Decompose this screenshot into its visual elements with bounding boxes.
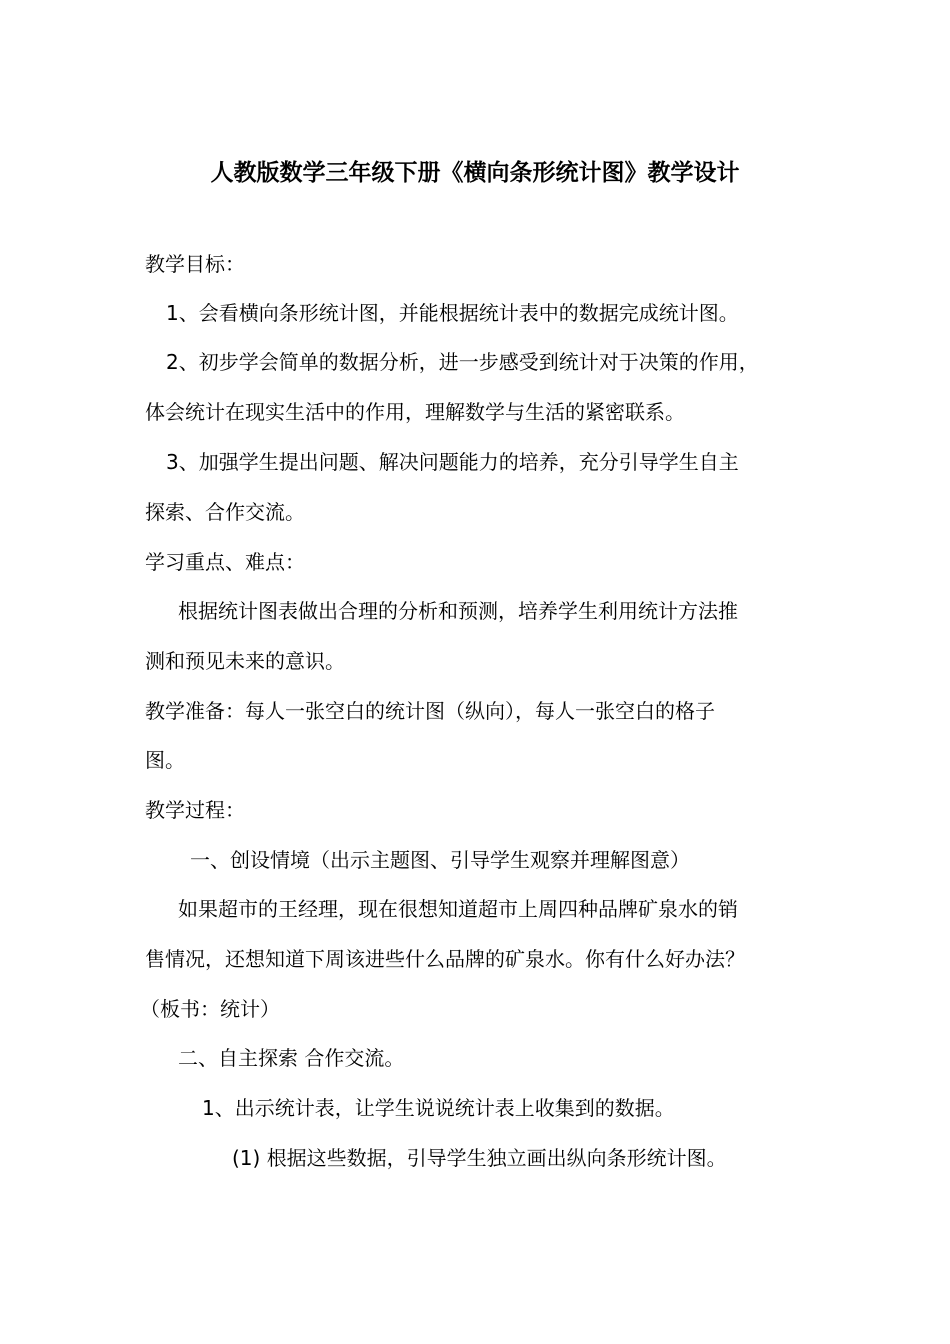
objective-1: 1、会看横向条形统计图，并能根据统计表中的数据完成统计图。: [166, 301, 739, 325]
step-2-item-1-sub-1: (1) 根据这些数据，引导学生独立画出纵向条形统计图。: [232, 1146, 727, 1170]
step-1-paragraph-line-1: 如果超市的王经理，现在很想知道超市上周四种品牌矿泉水的销: [178, 897, 738, 921]
preparation-line-1: 教学准备：每人一张空白的统计图（纵向），每人一张空白的格子: [145, 699, 715, 723]
objective-2-line-2: 体会统计在现实生活中的作用，理解数学与生活的紧密联系。: [145, 400, 685, 424]
keypoints-heading: 学习重点、难点：: [145, 550, 305, 574]
keypoints-line-1: 根据统计图表做出合理的分析和预测，培养学生利用统计方法推: [178, 599, 738, 623]
objective-3-line-2: 探索、合作交流。: [145, 500, 305, 524]
process-heading: 教学过程：: [145, 798, 245, 822]
keypoints-line-2: 测和预见未来的意识。: [145, 649, 345, 673]
objectives-heading: 教学目标：: [145, 252, 245, 276]
objective-2-line-1: 2、初步学会简单的数据分析，进一步感受到统计对于决策的作用，: [166, 350, 759, 374]
objective-3-line-1: 3、加强学生提出问题、解决问题能力的培养，充分引导学生自主: [166, 450, 739, 474]
document-title: 人教版数学三年级下册《横向条形统计图》教学设计: [210, 160, 740, 186]
step-1-heading: 一、创设情境（出示主题图、引导学生观察并理解图意）: [190, 848, 690, 872]
step-2-heading: 二、自主探索 合作交流。: [178, 1046, 405, 1070]
preparation-line-2: 图。: [145, 748, 185, 772]
step-1-paragraph-line-3: （板书：统计）: [140, 997, 280, 1021]
step-1-paragraph-line-2: 售情况，还想知道下周该进些什么品牌的矿泉水。你有什么好办法？: [145, 947, 745, 971]
step-2-item-1: 1、出示统计表，让学生说说统计表上收集到的数据。: [202, 1096, 675, 1120]
